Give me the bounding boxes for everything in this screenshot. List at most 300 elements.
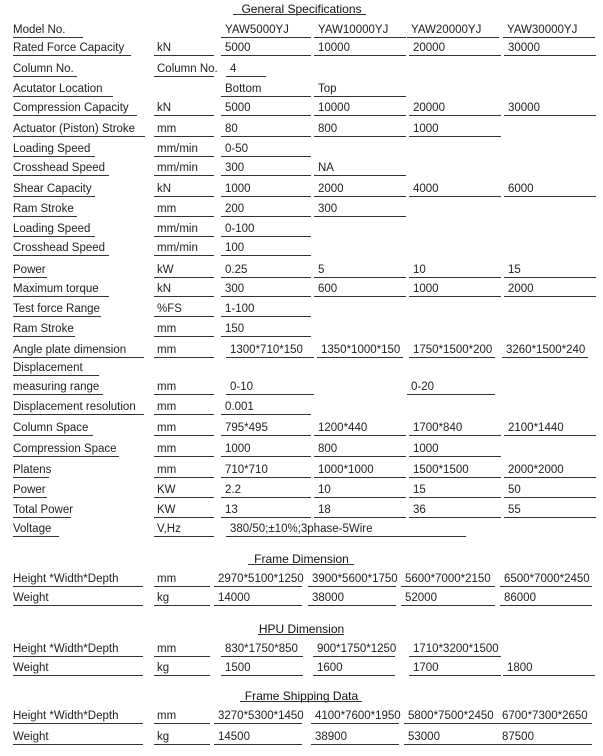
value-underline [221,656,303,657]
row-label: Height *Width*Depth [13,643,119,655]
row-unit: mm [157,422,177,434]
label-underline [13,76,77,77]
value-underline [498,744,592,745]
row-value: 300 [225,162,245,174]
row-value: 50 [508,484,521,496]
value-underline [504,477,596,478]
row-value: 10000 [318,42,350,54]
row-value: 5000 [225,102,251,114]
unit-underline [154,236,214,237]
row-label: Ram Stroke [13,323,74,335]
unit-underline [154,76,214,77]
row-unit: mm [157,710,177,722]
value-underline [314,136,406,137]
value-underline [221,136,311,137]
unit-underline [154,55,214,56]
section-underline [233,14,366,15]
row-value: 1200*440 [318,422,368,434]
row-unit: kN [157,102,172,114]
label-underline [13,255,109,256]
label-underline [13,175,109,176]
row-label: Weight [13,731,49,743]
row-unit: mm [157,573,177,585]
value-underline [314,296,406,297]
section-underline [240,701,362,702]
label-underline [13,723,143,724]
row-value: 15 [413,484,426,496]
value-underline [314,435,406,436]
row-value: 1000*1000 [318,464,374,476]
row-value: Top [318,83,337,95]
row-value: 2.2 [225,484,241,496]
row-value: 795*495 [225,422,268,434]
value-underline [221,236,311,237]
row-unit: mm [157,323,177,335]
row-value: 1710*3200*1500 [413,643,499,655]
value-underline [221,216,311,217]
row-label: Displacement resolution [13,401,136,413]
row-value: 52000 [405,592,437,604]
row-unit: V,Hz [157,523,181,535]
row-value: 1000 [413,123,439,135]
value-underline [409,497,501,498]
row-value: 10 [413,264,426,276]
value-underline [504,115,596,116]
value-underline [221,55,311,56]
value-underline [221,115,311,116]
value-underline [500,586,592,587]
value-underline [221,675,303,676]
row-value: 1700*840 [413,422,463,434]
unit-underline [154,175,214,176]
value-underline [498,723,592,724]
unit-underline [154,357,214,358]
row-label: Compression Space [13,443,117,455]
row-value: YAW10000YJ [318,24,389,36]
value-underline [504,196,596,197]
row-value: 80 [225,123,238,135]
row-value: 710*710 [225,464,268,476]
row-value: 10000 [318,102,350,114]
value-underline [407,37,499,38]
row-label: Column Space [13,422,89,434]
value-underline [221,96,311,97]
row-value: 20000 [413,102,445,114]
row-value: 1300*710*150 [230,344,303,356]
label-underline [13,414,144,415]
row-label: Platens [13,464,52,476]
row-value: 86000 [504,592,536,604]
row-unit: mm/min [157,223,198,235]
row-unit: kN [157,42,172,54]
row-value: 2000 [318,183,344,195]
label-underline [13,517,71,518]
value-underline [221,435,311,436]
label-underline [13,675,143,676]
value-underline [409,435,501,436]
row-unit: Column No. [157,63,218,75]
row-label: Voltage [13,523,52,535]
row-value: 1-100 [225,303,255,315]
row-unit: KW [157,504,176,516]
value-underline [409,477,501,478]
value-underline [504,55,596,56]
value-underline [314,216,406,217]
value-underline [503,37,595,38]
unit-underline [154,255,214,256]
row-value: 0.25 [225,264,248,276]
unit-underline [154,517,214,518]
row-value: 0-20 [411,381,435,393]
row-label: Loading Speed [13,143,91,155]
unit-underline [154,723,210,724]
row-label: Acutator Location [13,83,103,95]
row-value: 14000 [218,592,250,604]
row-label: Maximum torque [13,283,99,295]
value-underline [409,115,501,116]
label-underline [13,605,143,606]
label-underline [13,497,47,498]
row-value: 18 [318,504,331,516]
row-value: 900*1750*1250 [317,643,397,655]
label-underline [13,216,77,217]
row-label: Column No. [13,63,74,75]
value-underline [502,357,588,358]
row-unit: mm [157,401,177,413]
row-value: 30000 [508,42,540,54]
value-underline [409,277,501,278]
value-underline [214,586,302,587]
row-value: Bottom [225,83,262,95]
row-value: 1000 [413,283,439,295]
row-value: 5800*7500*2450 [408,710,494,722]
value-underline [504,296,596,297]
unit-underline [154,497,214,498]
row-value: 14500 [218,731,250,743]
row-value: 4100*7600*1950 [315,710,401,722]
unit-underline [154,435,214,436]
row-value: 2970*5100*1250 [218,573,304,585]
value-underline [221,37,311,38]
unit-underline [154,156,214,157]
value-underline [214,605,302,606]
row-value: 0.001 [225,401,254,413]
row-label: Loading Speed [13,223,91,235]
row-value: 150 [225,323,245,335]
row-label: Test force Range [13,303,100,315]
value-underline [317,357,403,358]
label-underline [13,357,144,358]
row-value: 5600*7000*2150 [405,573,491,585]
row-value: 20000 [413,42,445,54]
value-underline [504,517,596,518]
value-underline [314,115,406,116]
value-underline [214,744,302,745]
row-value: YAW20000YJ [411,24,482,36]
value-underline [308,605,396,606]
unit-underline [154,744,210,745]
unit-underline [154,605,210,606]
row-value: YAW30000YJ [507,24,578,36]
row-value: 830*1750*850 [225,643,298,655]
row-value: 0-100 [225,223,255,235]
value-underline [504,497,596,498]
label-underline [13,316,101,317]
row-unit: mm [157,203,177,215]
row-unit: mm [157,643,177,655]
row-label: Ram Stroke [13,203,74,215]
value-underline [226,357,314,358]
unit-underline [154,296,214,297]
value-underline [221,316,311,317]
row-value: 0-50 [225,143,249,155]
value-underline [221,277,311,278]
row-label: Compression Capacity [13,102,129,114]
row-value: 1600 [317,662,343,674]
label-underline [13,656,143,657]
value-underline [311,744,399,745]
section-title-hpu: HPU Dimension [258,622,345,636]
row-label: measuring range [13,381,100,393]
row-value: 1500*1500 [413,464,469,476]
row-label: Rated Force Capacity [13,42,125,54]
row-value: 1000 [225,183,251,195]
row-value: 0-10 [230,381,254,393]
value-underline [226,536,466,537]
label-underline [13,96,113,97]
row-label: Shear Capacity [13,183,92,195]
row-label: Angle plate dimension [13,344,127,356]
row-value: 38900 [315,731,347,743]
value-underline [314,497,406,498]
value-underline [409,656,501,657]
unit-underline [154,656,210,657]
value-underline [404,744,498,745]
row-value: 6700*7300*2650 [502,710,588,722]
row-value: 2000 [508,283,534,295]
row-value: 87500 [502,731,534,743]
value-underline [226,394,314,395]
row-value: 200 [225,203,245,215]
row-unit: kg [157,662,170,674]
row-label: Model No. [13,24,66,36]
value-underline [221,497,311,498]
value-underline [504,277,596,278]
value-underline [221,296,311,297]
value-underline [314,55,406,56]
unit-underline [154,136,214,137]
row-value: 4 [230,63,237,75]
value-underline [404,723,498,724]
value-underline [314,37,406,38]
row-value: 38000 [312,592,344,604]
row-value: 380/50;±10%;3phase-5Wire [230,523,373,535]
value-underline [314,277,406,278]
row-label: Weight [13,662,49,674]
label-underline [13,586,143,587]
label-underline [13,156,95,157]
row-label: Crosshead Speed [13,242,106,254]
row-label: Power [13,264,46,276]
value-underline [401,605,495,606]
value-underline [313,656,395,657]
row-unit: mm [157,381,177,393]
row-value: 1350*1000*150 [321,344,401,356]
section-title-shipping: Frame Shipping Data [244,689,359,703]
row-value: 6000 [508,183,534,195]
unit-underline [154,394,214,395]
row-unit: mm [157,123,177,135]
row-value: 800 [318,123,338,135]
row-value: NA [318,162,334,174]
value-underline [314,477,406,478]
label-underline [13,37,83,38]
row-value: 3900*5600*1750 [312,573,398,585]
unit-underline [154,316,214,317]
label-underline [13,536,59,537]
section-underline [248,564,354,565]
value-underline [214,723,302,724]
row-label: Weight [13,592,49,604]
value-underline [409,357,495,358]
row-value: 15 [508,264,521,276]
row-unit: kg [157,731,170,743]
row-value: 13 [225,504,238,516]
row-value: 3260*1500*240 [506,344,586,356]
row-label: Total Power [13,504,74,516]
row-unit: mm [157,464,177,476]
row-value: 5 [318,264,325,276]
section-title-frame: Frame Dimension [254,552,349,566]
label-underline [13,336,75,337]
row-value: 6500*7000*2450 [504,573,590,585]
row-value: 1700 [413,662,439,674]
row-unit: mm/min [157,242,198,254]
value-underline [314,456,406,457]
row-value: 55 [508,504,521,516]
value-underline [500,605,592,606]
row-value: 300 [225,283,245,295]
unit-underline [154,336,214,337]
row-unit: mm/min [157,162,198,174]
row-value: 300 [318,203,338,215]
row-value: 100 [225,242,245,254]
row-value: 3270*5300*1450 [218,710,304,722]
label-underline [13,55,131,56]
label-underline [13,277,47,278]
value-underline [221,156,311,157]
row-unit: mm [157,344,177,356]
unit-underline [154,675,210,676]
value-underline [221,336,311,337]
row-value: 800 [318,443,338,455]
row-label: Displacement [13,362,83,374]
value-underline [221,196,311,197]
unit-underline [154,456,214,457]
value-underline [504,435,596,436]
row-unit: kN [157,283,172,295]
label-underline [13,394,103,395]
value-underline [409,517,501,518]
label-underline [13,477,49,478]
value-underline [221,456,311,457]
label-underline [13,196,95,197]
row-value: 2000*2000 [508,464,564,476]
value-underline [221,414,311,415]
row-value: 600 [318,283,338,295]
value-underline [311,723,399,724]
label-underline [13,115,137,116]
row-value: 1800 [507,662,533,674]
value-underline [409,675,501,676]
row-value: 4000 [413,183,439,195]
value-underline [409,296,501,297]
label-underline [13,296,109,297]
row-value: 10 [318,484,331,496]
value-underline [407,394,495,395]
row-unit: kW [157,264,174,276]
row-value: 1000 [413,443,439,455]
row-value: 1750*1500*200 [413,344,493,356]
row-value: YAW5000YJ [225,24,289,36]
unit-underline [154,216,214,217]
value-underline [314,517,406,518]
value-underline [409,55,501,56]
label-underline [13,435,93,436]
unit-underline [154,196,214,197]
value-underline [401,586,495,587]
row-value: 36 [413,504,426,516]
row-label: Height *Width*Depth [13,710,119,722]
value-underline [313,675,395,676]
row-unit: KW [157,484,176,496]
row-value: 53000 [408,731,440,743]
row-unit: mm/min [157,143,198,155]
label-underline [13,375,99,376]
row-unit: kN [157,183,172,195]
value-underline [221,477,311,478]
row-unit: mm [157,443,177,455]
row-label: Crosshead Speed [13,162,106,174]
value-underline [226,76,266,77]
unit-underline [154,115,214,116]
row-value: 30000 [508,102,540,114]
section-underline [258,634,344,635]
row-unit: %FS [157,303,182,315]
unit-underline [154,536,214,537]
row-unit: kg [157,592,170,604]
value-underline [308,586,396,587]
row-value: 1000 [225,443,251,455]
row-value: 5000 [225,42,251,54]
value-underline [314,196,406,197]
label-underline [13,456,119,457]
section-title-general: General Specifications [241,2,362,16]
unit-underline [154,277,214,278]
value-underline [314,96,406,97]
label-underline [13,136,145,137]
value-underline [409,136,501,137]
label-underline [13,744,143,745]
value-underline [409,456,501,457]
row-value: 1500 [225,662,251,674]
unit-underline [154,414,214,415]
value-underline [409,196,501,197]
unit-underline [154,477,214,478]
row-label: Power [13,484,46,496]
unit-underline [154,586,210,587]
row-label: Actuator (Piston) Stroke [13,123,136,135]
